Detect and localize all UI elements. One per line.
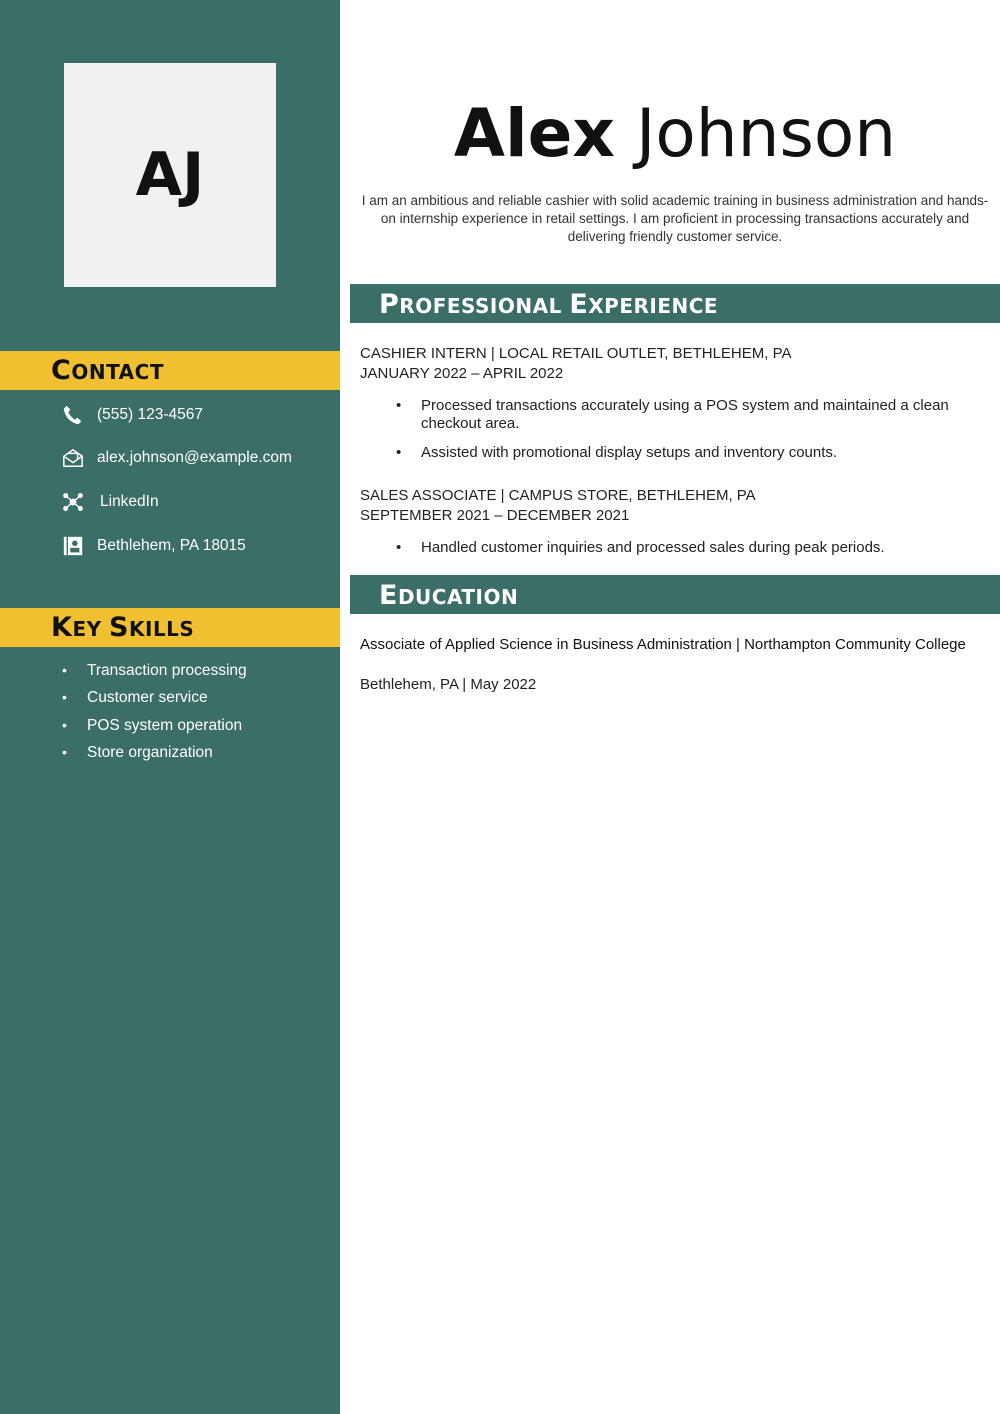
- job-title: CASHIER INTERN | LOCAL RETAIL OUTLET, BETHLEHEM, PA: [360, 345, 792, 362]
- linkedin-text: LinkedIn: [100, 493, 159, 510]
- summary: I am an ambitious and reliable cashier with solid academic training in business administration and hands-on internship experience in retail settings. I am proficient in processing transactions accurately and delivering friendly customer service.: [361, 193, 989, 244]
- network-icon: [62, 491, 84, 513]
- job-dates: SEPTEMBER 2021 – DECEMBER 2021: [360, 507, 630, 524]
- contact-heading: CONTACT: [0, 351, 340, 390]
- contact-email[interactable]: [62, 447, 292, 469]
- envelope-icon: [62, 447, 84, 469]
- job-bullet: • Handled customer inquiries and processed sales during peak periods.: [421, 539, 981, 557]
- initials-avatar: AJ: [64, 63, 276, 287]
- skills-heading: KEY SKILLS: [0, 608, 340, 647]
- job-title: SALES ASSOCIATE | CAMPUS STORE, BETHLEHEM, PA: [360, 487, 756, 504]
- job-dates: JANUARY 2022 – APRIL 2022: [360, 365, 564, 382]
- email-text: alex.johnson@example.com: [97, 449, 292, 466]
- skill-item: • Store organization: [64, 744, 213, 762]
- skill-item: • Customer service: [64, 689, 208, 707]
- contact-phone: [62, 404, 203, 426]
- skill-item: • POS system operation: [64, 717, 242, 735]
- location-text: Bethlehem, PA 18015: [97, 537, 246, 554]
- skill-item: • Transaction processing: [64, 662, 247, 680]
- contact-linkedin[interactable]: [62, 491, 159, 513]
- full-name: Alex Johnson: [453, 95, 897, 172]
- phone-icon: [62, 404, 84, 426]
- experience-heading: PROFESSIONAL EXPERIENCE: [350, 284, 1000, 323]
- sidebar: [0, 0, 340, 1414]
- education-details: Bethlehem, PA | May 2022: [360, 676, 537, 693]
- contact-location: [62, 535, 246, 557]
- job-bullet: • Assisted with promotional display setups and inventory counts.: [421, 444, 981, 462]
- degree: Associate of Applied Science in Business Administration | Northampton Community College: [360, 636, 966, 653]
- education-heading: EDUCATION: [350, 575, 1000, 614]
- job-bullet: • Processed transactions accurately using a POS system and maintained a clean checkout area.: [421, 397, 981, 433]
- address-book-icon: [62, 535, 84, 557]
- phone-text: (555) 123-4567: [97, 406, 203, 423]
